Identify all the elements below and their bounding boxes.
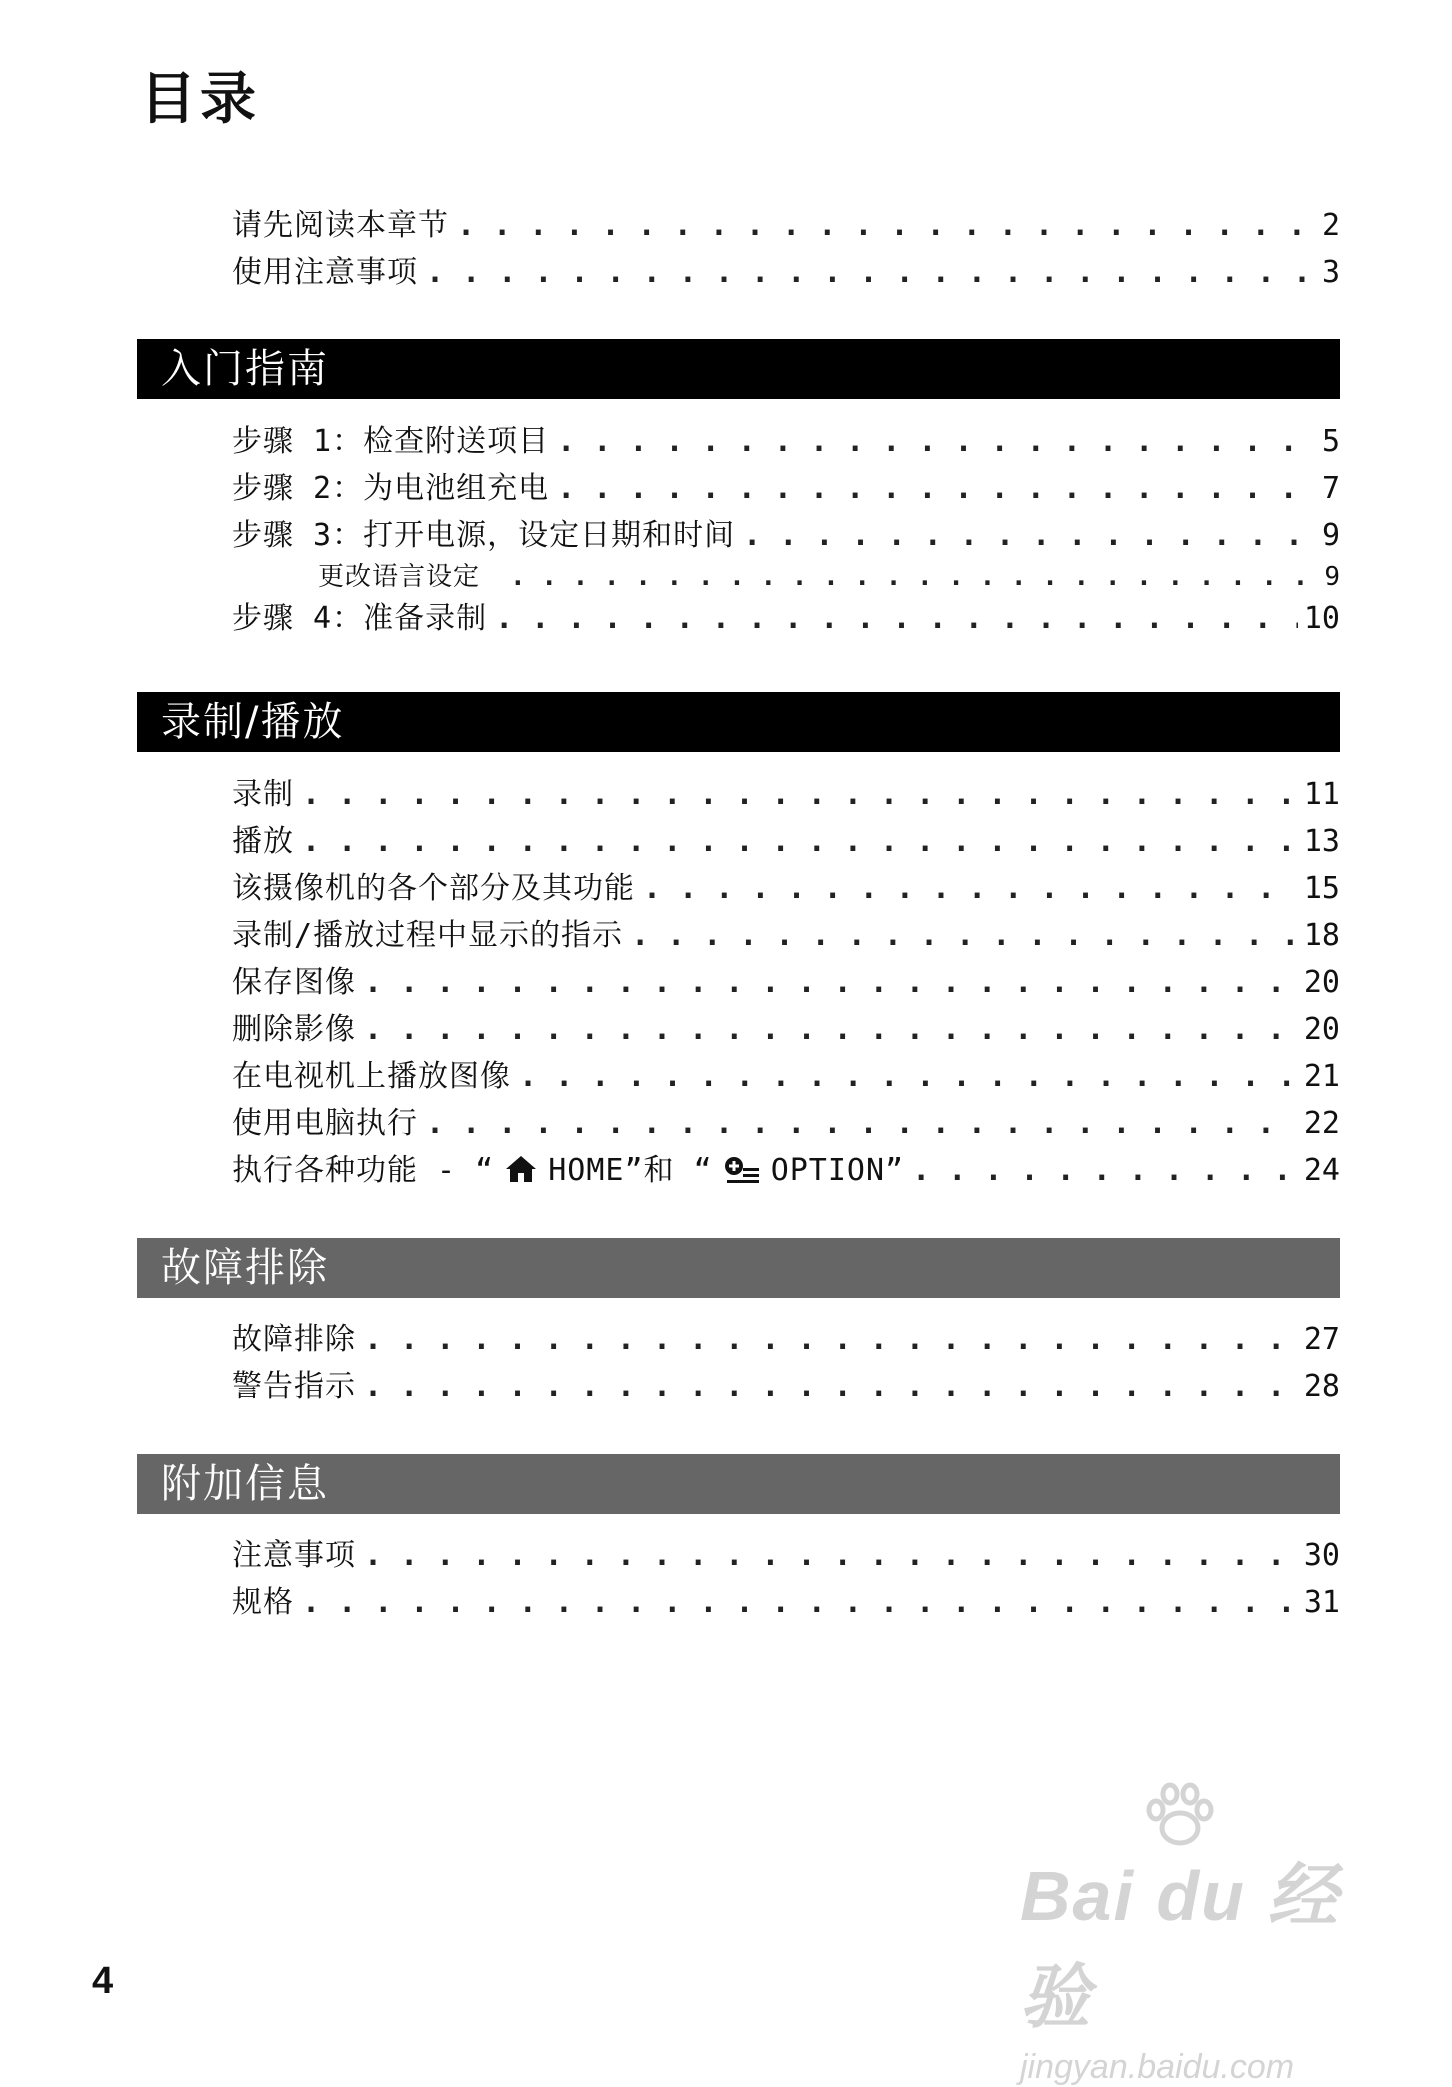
- toc-entry-label: 步骤 3：打开电源，设定日期和时间: [232, 518, 736, 553]
- toc-entry-page: 5: [1321, 424, 1340, 459]
- toc-entry-page: 21: [1303, 1059, 1340, 1094]
- toc-entry-label: 警告指示: [232, 1369, 356, 1404]
- toc-entry[interactable]: [232, 865, 1340, 912]
- toc-entry[interactable]: [232, 912, 1340, 959]
- toc-entry-page: 11: [1303, 777, 1340, 812]
- toc-entry[interactable]: [232, 1100, 1340, 1147]
- section-getting-started-toc: [232, 418, 1340, 642]
- section-header-troubleshooting: 故障排除: [137, 1238, 1340, 1298]
- dot-leader: [495, 595, 1298, 642]
- toc-entry-page: 13: [1303, 824, 1340, 859]
- dot-leader: [364, 959, 1298, 1006]
- toc-entry-label: 注意事项: [232, 1538, 356, 1573]
- toc-entry-page: 18: [1303, 918, 1340, 953]
- toc-entry-label: 规格: [232, 1585, 294, 1620]
- dot-leader: [519, 1053, 1298, 1100]
- toc-entry-label: 在电视机上播放图像: [232, 1059, 511, 1094]
- page-title: 目录: [140, 67, 260, 132]
- toc-entry-page: 27: [1303, 1322, 1340, 1357]
- dot-leader: [510, 559, 1318, 595]
- toc-entry-page: 30: [1303, 1538, 1340, 1573]
- section-header-getting-started: 入门指南: [137, 339, 1340, 399]
- toc-entry-label: [232, 1147, 904, 1198]
- toc-entry-label: 更改语言设定: [318, 562, 481, 592]
- toc-entry-home-option[interactable]: [232, 1147, 1340, 1194]
- toc-entry-page: 22: [1303, 1106, 1340, 1141]
- toc-entry[interactable]: [232, 418, 1340, 465]
- toc-entry-label: 录制: [232, 777, 294, 812]
- section-header-recording-playback: 录制/播放: [137, 692, 1340, 752]
- section-header-additional-info: 附加信息: [137, 1454, 1340, 1514]
- toc-entry-page: 10: [1303, 601, 1340, 636]
- toc-entry-page: 24: [1303, 1153, 1340, 1188]
- home-icon: [504, 1151, 538, 1198]
- toc-entry[interactable]: [232, 1053, 1340, 1100]
- section-additional-info-toc: [232, 1532, 1340, 1626]
- toc-entry-label: 请先阅读本章节: [232, 208, 449, 243]
- dot-leader: [426, 1100, 1298, 1147]
- dot-leader: [302, 771, 1298, 818]
- toc-entry[interactable]: [232, 818, 1340, 865]
- section-troubleshooting-toc: [232, 1316, 1340, 1410]
- toc-entry-page: 15: [1303, 871, 1340, 906]
- toc-entry[interactable]: [232, 1532, 1340, 1579]
- dot-leader: [631, 912, 1298, 959]
- toc-entry-label: 删除影像: [232, 1012, 356, 1047]
- dot-leader: [557, 418, 1316, 465]
- toc-entry-page: 9: [1321, 518, 1340, 553]
- dot-leader: [557, 465, 1316, 512]
- toc-entry-page: 20: [1303, 1012, 1340, 1047]
- toc-entry[interactable]: [232, 465, 1340, 512]
- dot-leader: [364, 1316, 1298, 1363]
- toc-entry-label: 步骤 2：为电池组充电: [232, 471, 550, 506]
- toc-entry-label: 步骤 4：准备录制: [232, 601, 488, 636]
- toc-entry-label: 录制/播放过程中显示的指示: [232, 918, 624, 953]
- toc-entry[interactable]: [232, 512, 1340, 559]
- toc-entry-label-mid: HOME”和 “: [548, 1153, 713, 1188]
- toc-entry-label: 步骤 1：检查附送项目: [232, 424, 550, 459]
- watermark-url: jingyan.baidu.com: [1020, 2048, 1295, 2086]
- toc-entry[interactable]: [232, 1316, 1340, 1363]
- toc-entry-page: 20: [1303, 965, 1340, 1000]
- dot-leader: [302, 818, 1298, 865]
- toc-entry[interactable]: [232, 1579, 1340, 1626]
- toc-subentry[interactable]: [232, 559, 1340, 595]
- toc-entry-label: 播放: [232, 824, 294, 859]
- toc-entry-label: 保存图像: [232, 965, 356, 1000]
- dot-leader: [364, 1532, 1298, 1579]
- toc-entry-page: 9: [1324, 562, 1340, 592]
- dot-leader: [302, 1579, 1298, 1626]
- toc-entry-label-suffix: OPTION”: [770, 1153, 905, 1188]
- toc-entry-label-prefix: 执行各种功能 - “: [232, 1153, 495, 1188]
- toc-entry[interactable]: [232, 595, 1340, 642]
- page-number: 4: [92, 1960, 114, 2002]
- toc-entry-label: 该摄像机的各个部分及其功能: [232, 871, 635, 906]
- dot-leader: [364, 1363, 1298, 1410]
- dot-leader: [426, 249, 1316, 296]
- toc-entry-page: 2: [1321, 208, 1340, 243]
- toc-entry-page: 3: [1321, 255, 1340, 290]
- dot-leader: [364, 1006, 1298, 1053]
- baidu-watermark: [1020, 1840, 1380, 2086]
- toc-entry-page: 28: [1303, 1369, 1340, 1404]
- toc-entry[interactable]: [232, 1363, 1340, 1410]
- toc-entry[interactable]: [232, 1006, 1340, 1053]
- toc-entry[interactable]: [232, 202, 1340, 249]
- toc-entry-label: 故障排除: [232, 1322, 356, 1357]
- dot-leader: [743, 512, 1316, 559]
- section-recording-playback-toc: [232, 771, 1340, 1194]
- toc-entry-label: 使用电脑执行: [232, 1106, 418, 1141]
- toc-entry-page: 31: [1303, 1585, 1340, 1620]
- toc-entry[interactable]: [232, 771, 1340, 818]
- watermark-brand: Bai du 经验: [1020, 1857, 1340, 2036]
- dot-leader: [643, 865, 1298, 912]
- option-icon: [723, 1151, 761, 1198]
- toc-entry-label: 使用注意事项: [232, 255, 418, 290]
- toc-entry[interactable]: [232, 959, 1340, 1006]
- paw-icon: [1140, 1780, 1220, 1850]
- intro-toc: [232, 202, 1340, 296]
- dot-leader: [457, 202, 1316, 249]
- toc-entry[interactable]: [232, 249, 1340, 296]
- dot-leader: [912, 1147, 1298, 1194]
- toc-entry-page: 7: [1321, 471, 1340, 506]
